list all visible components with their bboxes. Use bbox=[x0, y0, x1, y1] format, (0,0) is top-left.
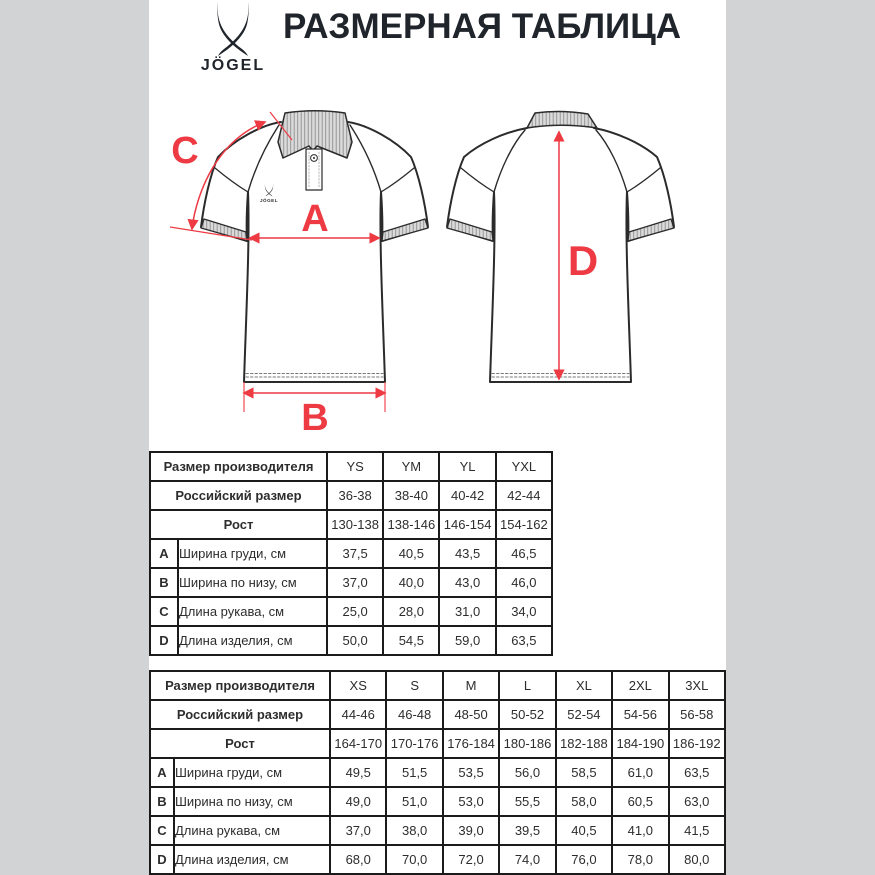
header-value: 52-54 bbox=[556, 700, 612, 729]
measurement-value: 53,0 bbox=[443, 787, 499, 816]
measurement-value: 68,0 bbox=[330, 845, 386, 874]
measurement-value: 63,5 bbox=[496, 626, 552, 655]
measurement-row bbox=[150, 597, 552, 626]
header-value: 2XL bbox=[612, 671, 668, 700]
measurement-key: B bbox=[150, 568, 178, 597]
brand-wordmark: JÖGEL bbox=[200, 57, 266, 74]
label-bottom-width: B bbox=[301, 397, 329, 439]
header-row bbox=[150, 481, 552, 510]
measurement-value: 46,0 bbox=[496, 568, 552, 597]
header-row bbox=[150, 700, 725, 729]
measurement-row bbox=[150, 845, 725, 874]
header-label: Российский размер bbox=[150, 481, 327, 510]
page-title: РАЗМЕРНАЯ ТАБЛИЦА bbox=[283, 7, 682, 46]
measurement-value: 60,5 bbox=[612, 787, 668, 816]
measurement-value: 41,5 bbox=[669, 816, 725, 845]
size-chart-sheet bbox=[149, 0, 726, 875]
header-value: XS bbox=[330, 671, 386, 700]
measurement-row bbox=[150, 758, 725, 787]
label-chest-width: A bbox=[301, 198, 329, 240]
measurement-label: Ширина по низу, см bbox=[174, 787, 330, 816]
measurement-key: B bbox=[150, 787, 174, 816]
header-value: 154-162 bbox=[496, 510, 552, 539]
header-value: 56-58 bbox=[669, 700, 725, 729]
header-value: 3XL bbox=[669, 671, 725, 700]
header-value: L bbox=[499, 671, 555, 700]
header-value: 180-186 bbox=[499, 729, 555, 758]
polo-front-view bbox=[201, 111, 428, 382]
size-table-adult bbox=[149, 670, 726, 875]
back-collar bbox=[527, 111, 597, 128]
header-value: 42-44 bbox=[496, 481, 552, 510]
measurement-value: 51,5 bbox=[386, 758, 442, 787]
polo-measurement-diagram bbox=[149, 88, 726, 450]
header-row bbox=[150, 510, 552, 539]
header-label: Размер производителя bbox=[150, 671, 330, 700]
measurement-value: 39,5 bbox=[499, 816, 555, 845]
measurement-value: 54,5 bbox=[383, 626, 439, 655]
measurement-value: 37,0 bbox=[330, 816, 386, 845]
header-value: S bbox=[386, 671, 442, 700]
measurement-label: Ширина груди, см bbox=[178, 539, 327, 568]
measurement-value: 80,0 bbox=[669, 845, 725, 874]
header-value: 138-146 bbox=[383, 510, 439, 539]
measurement-key: A bbox=[150, 539, 178, 568]
measurement-value: 53,5 bbox=[443, 758, 499, 787]
measurement-value: 56,0 bbox=[499, 758, 555, 787]
measurement-value: 37,0 bbox=[327, 568, 383, 597]
header-value: M bbox=[443, 671, 499, 700]
measurement-label: Длина изделия, см bbox=[178, 626, 327, 655]
header-row bbox=[150, 729, 725, 758]
measurement-value: 49,5 bbox=[330, 758, 386, 787]
size-table-youth bbox=[149, 451, 553, 656]
measurement-key: A bbox=[150, 758, 174, 787]
measurement-value: 46,5 bbox=[496, 539, 552, 568]
measurement-value: 40,5 bbox=[556, 816, 612, 845]
measurement-key: D bbox=[150, 626, 178, 655]
header-label: Российский размер bbox=[150, 700, 330, 729]
header-value: 38-40 bbox=[383, 481, 439, 510]
header-row bbox=[150, 671, 725, 700]
measurement-value: 40,5 bbox=[383, 539, 439, 568]
header-label: Размер производителя bbox=[150, 452, 327, 481]
brand-logo bbox=[193, 2, 273, 75]
label-sleeve-length: C bbox=[171, 130, 199, 172]
measurement-value: 63,0 bbox=[669, 787, 725, 816]
measurement-value: 59,0 bbox=[439, 626, 495, 655]
header-value: 48-50 bbox=[443, 700, 499, 729]
header-value: YM bbox=[383, 452, 439, 481]
measurement-value: 49,0 bbox=[330, 787, 386, 816]
measurement-value: 51,0 bbox=[386, 787, 442, 816]
measurement-label: Ширина по низу, см bbox=[178, 568, 327, 597]
header-value: 40-42 bbox=[439, 481, 495, 510]
measurement-key: D bbox=[150, 845, 174, 874]
measurement-value: 31,0 bbox=[439, 597, 495, 626]
measurement-value: 28,0 bbox=[383, 597, 439, 626]
measurement-value: 50,0 bbox=[327, 626, 383, 655]
header-value: XL bbox=[556, 671, 612, 700]
measurement-value: 70,0 bbox=[386, 845, 442, 874]
header-value: 146-154 bbox=[439, 510, 495, 539]
measurement-value: 78,0 bbox=[612, 845, 668, 874]
svg-text:JÖGEL: JÖGEL bbox=[259, 198, 279, 203]
header-value: 184-190 bbox=[612, 729, 668, 758]
measurement-value: 55,5 bbox=[499, 787, 555, 816]
measurement-label: Длина изделия, см bbox=[174, 845, 330, 874]
header-value: YL bbox=[439, 452, 495, 481]
header-row bbox=[150, 452, 552, 481]
measurement-label: Длина рукава, см bbox=[174, 816, 330, 845]
header-value: YS bbox=[327, 452, 383, 481]
measurement-label: Длина рукава, см bbox=[178, 597, 327, 626]
header-value: 44-46 bbox=[330, 700, 386, 729]
measurement-value: 34,0 bbox=[496, 597, 552, 626]
measurement-value: 40,0 bbox=[383, 568, 439, 597]
measurement-key: C bbox=[150, 816, 174, 845]
measurement-label: Ширина груди, см bbox=[174, 758, 330, 787]
measurement-row bbox=[150, 816, 725, 845]
measurement-value: 43,5 bbox=[439, 539, 495, 568]
measurement-value: 43,0 bbox=[439, 568, 495, 597]
header-label: Рост bbox=[150, 510, 327, 539]
measurement-value: 63,5 bbox=[669, 758, 725, 787]
measurement-value: 58,5 bbox=[556, 758, 612, 787]
header-value: 176-184 bbox=[443, 729, 499, 758]
measurement-value: 74,0 bbox=[499, 845, 555, 874]
measurement-key: C bbox=[150, 597, 178, 626]
measurement-row bbox=[150, 787, 725, 816]
measurement-value: 25,0 bbox=[327, 597, 383, 626]
measurement-value: 37,5 bbox=[327, 539, 383, 568]
measurement-value: 38,0 bbox=[386, 816, 442, 845]
measurement-row bbox=[150, 568, 552, 597]
header-value: 36-38 bbox=[327, 481, 383, 510]
header-value: YXL bbox=[496, 452, 552, 481]
header-value: 164-170 bbox=[330, 729, 386, 758]
jogel-v-mark-icon bbox=[213, 2, 253, 56]
measurement-row bbox=[150, 626, 552, 655]
header-value: 170-176 bbox=[386, 729, 442, 758]
polo-back-view bbox=[447, 111, 674, 382]
label-item-length: D bbox=[567, 237, 599, 284]
header-label: Рост bbox=[150, 729, 330, 758]
measurement-value: 58,0 bbox=[556, 787, 612, 816]
header-value: 54-56 bbox=[612, 700, 668, 729]
header-value: 130-138 bbox=[327, 510, 383, 539]
measurement-value: 41,0 bbox=[612, 816, 668, 845]
header-value: 182-188 bbox=[556, 729, 612, 758]
header-value: 50-52 bbox=[499, 700, 555, 729]
header-value: 186-192 bbox=[669, 729, 725, 758]
measurement-value: 76,0 bbox=[556, 845, 612, 874]
header-value: 46-48 bbox=[386, 700, 442, 729]
measurement-value: 39,0 bbox=[443, 816, 499, 845]
measurement-value: 72,0 bbox=[443, 845, 499, 874]
measurement-row bbox=[150, 539, 552, 568]
measurement-value: 61,0 bbox=[612, 758, 668, 787]
